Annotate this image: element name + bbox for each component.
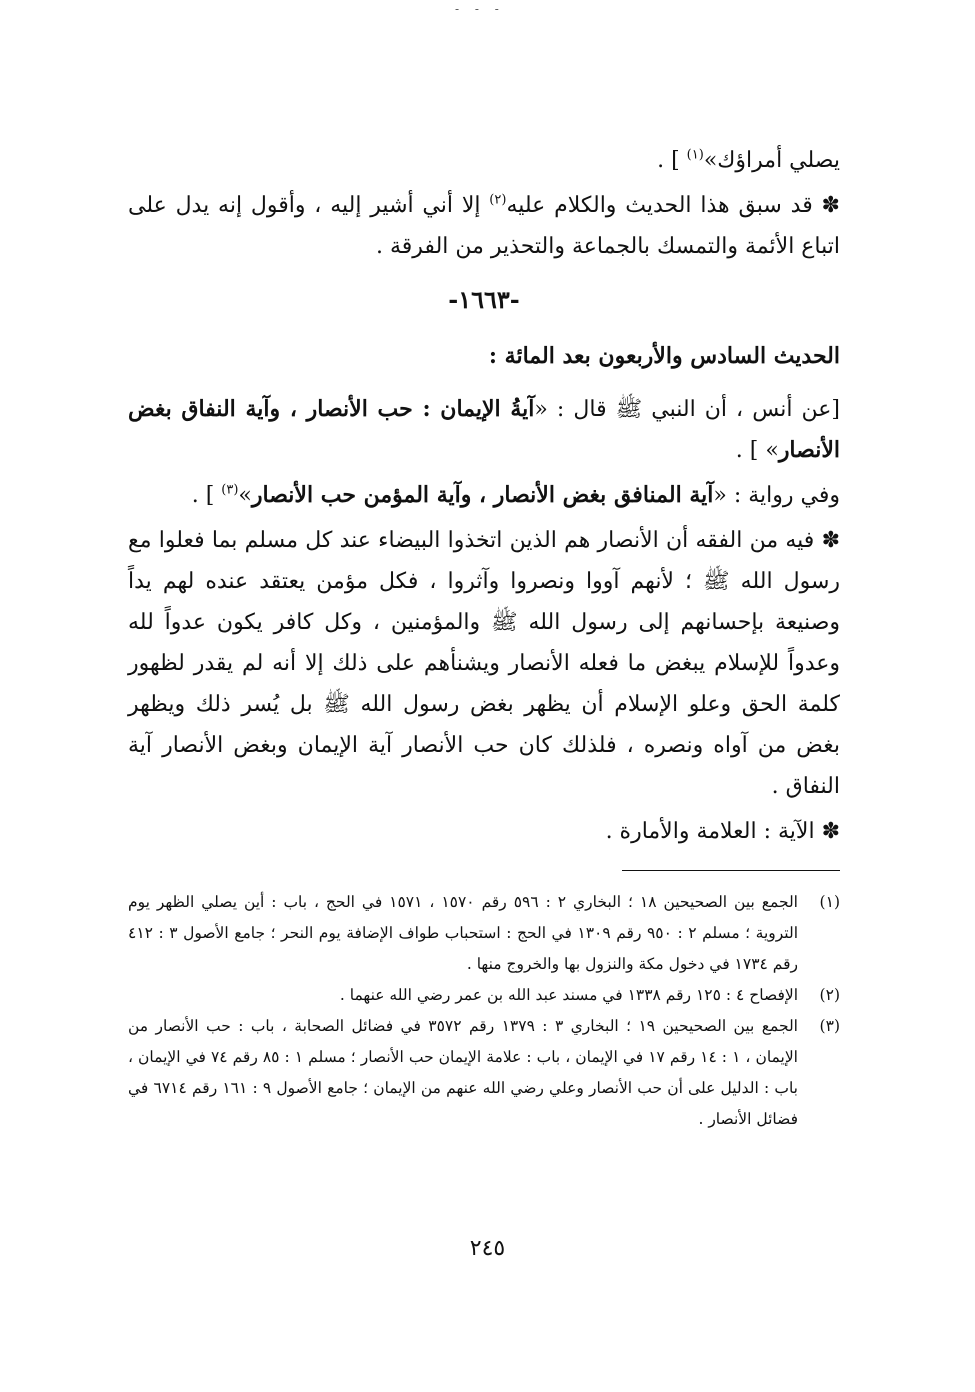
paragraph-commentary: [128, 185, 840, 267]
footnote-mark: (٣): [819, 1017, 840, 1035]
text-run: ] .: [191, 483, 222, 508]
footnote-ref: (٢): [489, 192, 507, 208]
paragraph-continuation: [128, 140, 840, 181]
text-run: وفي رواية : «: [713, 483, 840, 508]
footnote-ref: (١): [686, 147, 704, 163]
text-run: ✽ قد سبق هذا الحديث والكلام عليه: [506, 193, 840, 218]
footnotes: [128, 887, 840, 1135]
text-run: ] .: [657, 148, 687, 173]
paragraph-hadith: [128, 389, 840, 471]
paragraph-aya: ✽ الآية : العلامة والأمارة .: [605, 819, 840, 844]
top-marks: - - -: [455, 2, 505, 16]
paragraph-fiqh: ✽ فيه من الفقه أن الأنصار هم الذين اتخذوا البيضاء عند كل مسلم بما فعلوا مع رسول الله ﷺ ؛ لأنهم آووا ونصروا وآثروا ، فكل مؤمن يعتقد عنده لهم يداً وصنيعة بإحسانهم إلى رسول الله ﷺ والمؤمنين ، وكل كافر يكون عدواً لله وعدواً للإسلام يبغض ما فعله الأنصار ويشنأهم على ذلك إلا أنه لم يقدر لظهور كلمة الحق وعلو الإسلام أن يظهر بغض رسول الله ﷺ بل يُسر ذلك ويظهر بغض من آواه ونصره ، فلذلك كان حب الأنصار آية الإيمان وبغض الأنصار آية النفاق .: [128, 528, 840, 799]
text-run: إلا أني أشير إليه ، وأقول إنه يدل على اتباع الأئمة والتمسك بالجماعة والتحذير من الفرقة .: [128, 193, 840, 259]
paragraph-riwaya: [128, 475, 840, 516]
text-run: »: [238, 483, 252, 508]
footnote-separator: [622, 870, 840, 871]
hadith-number: -١٦٦٣-: [448, 285, 520, 314]
hadith-text: آيةُ الإيمان : حب الأنصار ، وآية النفاق بغض الأنصار: [128, 396, 840, 463]
section-heading: الحديث السادس والأربعون بعد المائة :: [488, 343, 840, 369]
hadith-text: آية المنافق بغض الأنصار ، وآية المؤمن حب الأنصار: [251, 482, 714, 508]
footnote-text: الجمع بين الصحيحين ١٩ ؛ البخاري ٣ : ١٣٧٩ رقم ٣٥٧٢ في فضائل الصحابة ، باب : حب الأنصار من الإيمان ، ١ : ١٤ رقم ١٧ في الإيمان ، باب : علامة الإيمان حب الأنصار ؛ مسلم ١ : ٨٥ رقم ٧٤ في الإيمان ، باب : الدليل على أن حب الأنصار وعلي رضي الله عنهم من الإيمان ؛ جامع الأصول ٩ : ١٦١ رقم ٦٧١٤ في فضائل الأنصار .: [128, 1017, 798, 1128]
footnote-text: الجمع بين الصحيحين ١٨ ؛ البخاري ٢ : ٥٩٦ رقم ١٥٧٠ ، ١٥٧١ في الحج ، باب : أين يصلي الظهر يوم التروية ؛ مسلم ٢ : ٩٥٠ رقم ١٣٠٩ في الحج : استحباب طواف الإضافة يوم النحر ؛ جامع الأصول ٣ : ٤١٢ رقم ١٧٣٤ في دخول مكة والنزول بها والخروج منها .: [128, 893, 798, 973]
text-run: » ] .: [735, 438, 779, 463]
page-number: ٢٤٥: [469, 1236, 506, 1261]
footnote-text: الإفصاح ٤ : ١٢٥ رقم ١٣٣٨ في مسند عبد الله بن عمر رضي الله عنهما .: [339, 986, 798, 1004]
footnote: [128, 1011, 840, 1135]
footnote: [128, 980, 840, 1011]
footnote-mark: (٢): [819, 986, 840, 1004]
footnote-ref: (٣): [221, 482, 239, 498]
footnote-mark: (١): [819, 893, 840, 911]
footnote: [128, 887, 840, 980]
page-body: [128, 140, 840, 1135]
text-run: يصلي أمراؤك»: [703, 148, 840, 173]
text-run: [عن أنس ، أن النبي ﷺ قال : «: [534, 397, 840, 422]
